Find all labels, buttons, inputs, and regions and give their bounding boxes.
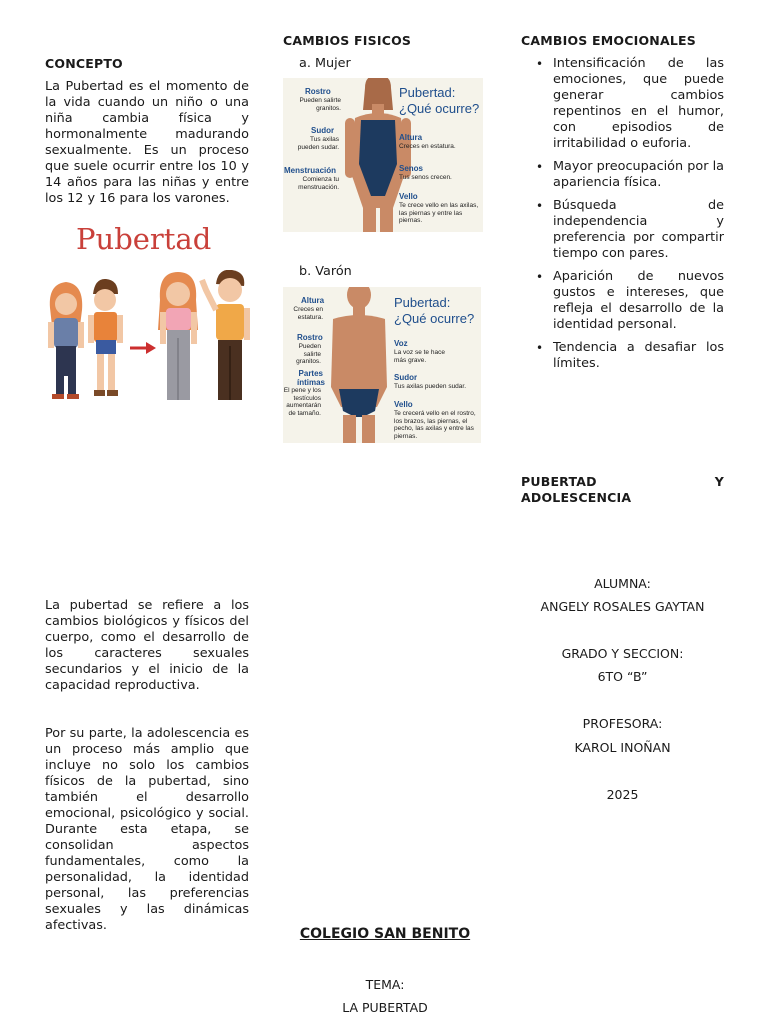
list-item: • Aparición de nuevos gustos e intereses, que refleja el desarrollo de la identidad personal. [553,269,724,333]
mujer-vello-text: Te crece vello en las axilas, las piernas y entre las piernas. [399,202,479,224]
varon-voz-text: La voz se te hace más grave. [394,349,445,364]
adolescencia-definition: Por su parte, la adolescencia es un proceso más amplio que incluye no solo los cambios físicos de la pubertad, sino también el desarrollo emocional, psicológico y social. Durante esta etapa, se consolidan aspectos fundamentales, como la personalidad, la identidad personal, las preferencias sexuales y las dinámicas afectivas. [45,726,249,933]
brochure-title: PUBERTAD Y ADOLESCENCIA [521,474,724,505]
mujer-title-2: ¿Qué ocurre? [399,101,480,116]
girl-child-figure [48,282,84,399]
varon-changes-image [283,287,481,443]
male-body-figure [329,287,389,443]
varon-partes-heading: Partes íntimas [297,369,326,387]
list-item: • Búsqueda de independencia y preferencia por compartir tiempo con pares. [553,198,724,262]
varon-rostro-text: Pueden salirte granitos. [296,343,321,365]
pubertad-definition: La pubertad se refiere a los cambios biológicos y físicos del cuerpo, como el desarrollo de los caracteres sexuales secundarios y el inicio de la capacidad reproductiva. [45,598,249,693]
mujer-changes-image [283,78,483,232]
mujer-menstruacion-text: Comienza tu menstruación. [298,176,339,191]
varon-sudor-text: Tus axilas pueden sudar. [394,383,467,390]
grado-label: GRADO Y SECCION: [561,646,684,661]
mujer-rostro-heading: Rostro [305,87,331,96]
concepto-heading: CONCEPTO [45,56,123,71]
pubertad-illustration [40,222,255,407]
year: 2025 [606,787,639,802]
varon-vello-text: Te crecerá vello en el rostro, los brazos, las piernas, el pecho, las axilas y entre las piernas. [394,410,476,440]
grado-value: 6TO “B” [597,669,648,684]
mujer-senos-heading: Senos [399,164,424,173]
pubertad-title: Pubertad [76,222,212,256]
alumna-name: ANGELY ROSALES GAYTAN [540,599,705,614]
mujer-menstruacion-heading: Menstruación [284,166,337,175]
varon-altura-heading: Altura [301,296,325,305]
mujer-altura-heading: Altura [399,133,423,142]
list-item: • Tendencia a desafiar los límites. [553,340,724,372]
profesora-name: KAROL INOÑAN [574,740,671,755]
cambios-fisicos-heading: CAMBIOS FISICOS [283,33,412,48]
varon-vello-heading: Vello [394,400,413,409]
arrow-right-icon [130,342,156,354]
varon-label: b. Varón [299,264,352,279]
mujer-label: a. Mujer [299,56,351,71]
mujer-sudor-heading: Sudor [311,126,335,135]
mujer-altura-text: Creces en estatura. [399,143,456,150]
varon-voz-heading: Voz [394,339,408,348]
girl-teen-figure [158,272,198,400]
list-item: • Mayor preocupación por la apariencia física. [553,159,724,191]
boy-teen-figure [202,270,250,400]
varon-title-2: ¿Qué ocurre? [394,311,475,326]
children-adults-figures [40,270,255,405]
varon-partes-text: El pene y los testículos aumentarán de tamaño. [283,387,321,417]
tema-value: LA PUBERTAD [342,1000,428,1015]
varon-altura-text: Creces en estatura. [293,306,323,321]
mujer-sudor-text: Tus axilas pueden sudar. [297,136,339,151]
mujer-rostro-text: Pueden salirte granitos. [299,97,341,112]
emotional-changes-list [553,56,724,379]
boy-child-figure [88,279,123,396]
mujer-vello-heading: Vello [399,192,418,201]
profesora-label: PROFESORA: [582,716,663,731]
varon-title-1: Pubertad: [394,295,451,310]
varon-sudor-heading: Sudor [394,373,418,382]
alumna-label: ALUMNA: [594,576,651,591]
colegio-name: COLEGIO SAN BENITO [299,926,471,942]
list-item: • Intensificación de las emociones, que puede generar cambios repentinos en el humor, con episodios de irritabilidad o euforia. [553,56,724,152]
cambios-emocionales-heading: CAMBIOS EMOCIONALES [521,33,696,48]
varon-rostro-heading: Rostro [297,333,323,342]
concepto-text: La Pubertad es el momento de la vida cuando un niño o una niña cambia física y hormonalmente madurando sexualmente. Es un proceso que suele ocurrir entre los 10 y 14 años para las niñas y entre los 12 y 16 para los varones. [45,79,249,206]
mujer-title-1: Pubertad: [399,85,456,100]
tema-label: TEMA: [365,977,405,992]
mujer-senos-text: Tus senos crecen. [399,174,452,181]
